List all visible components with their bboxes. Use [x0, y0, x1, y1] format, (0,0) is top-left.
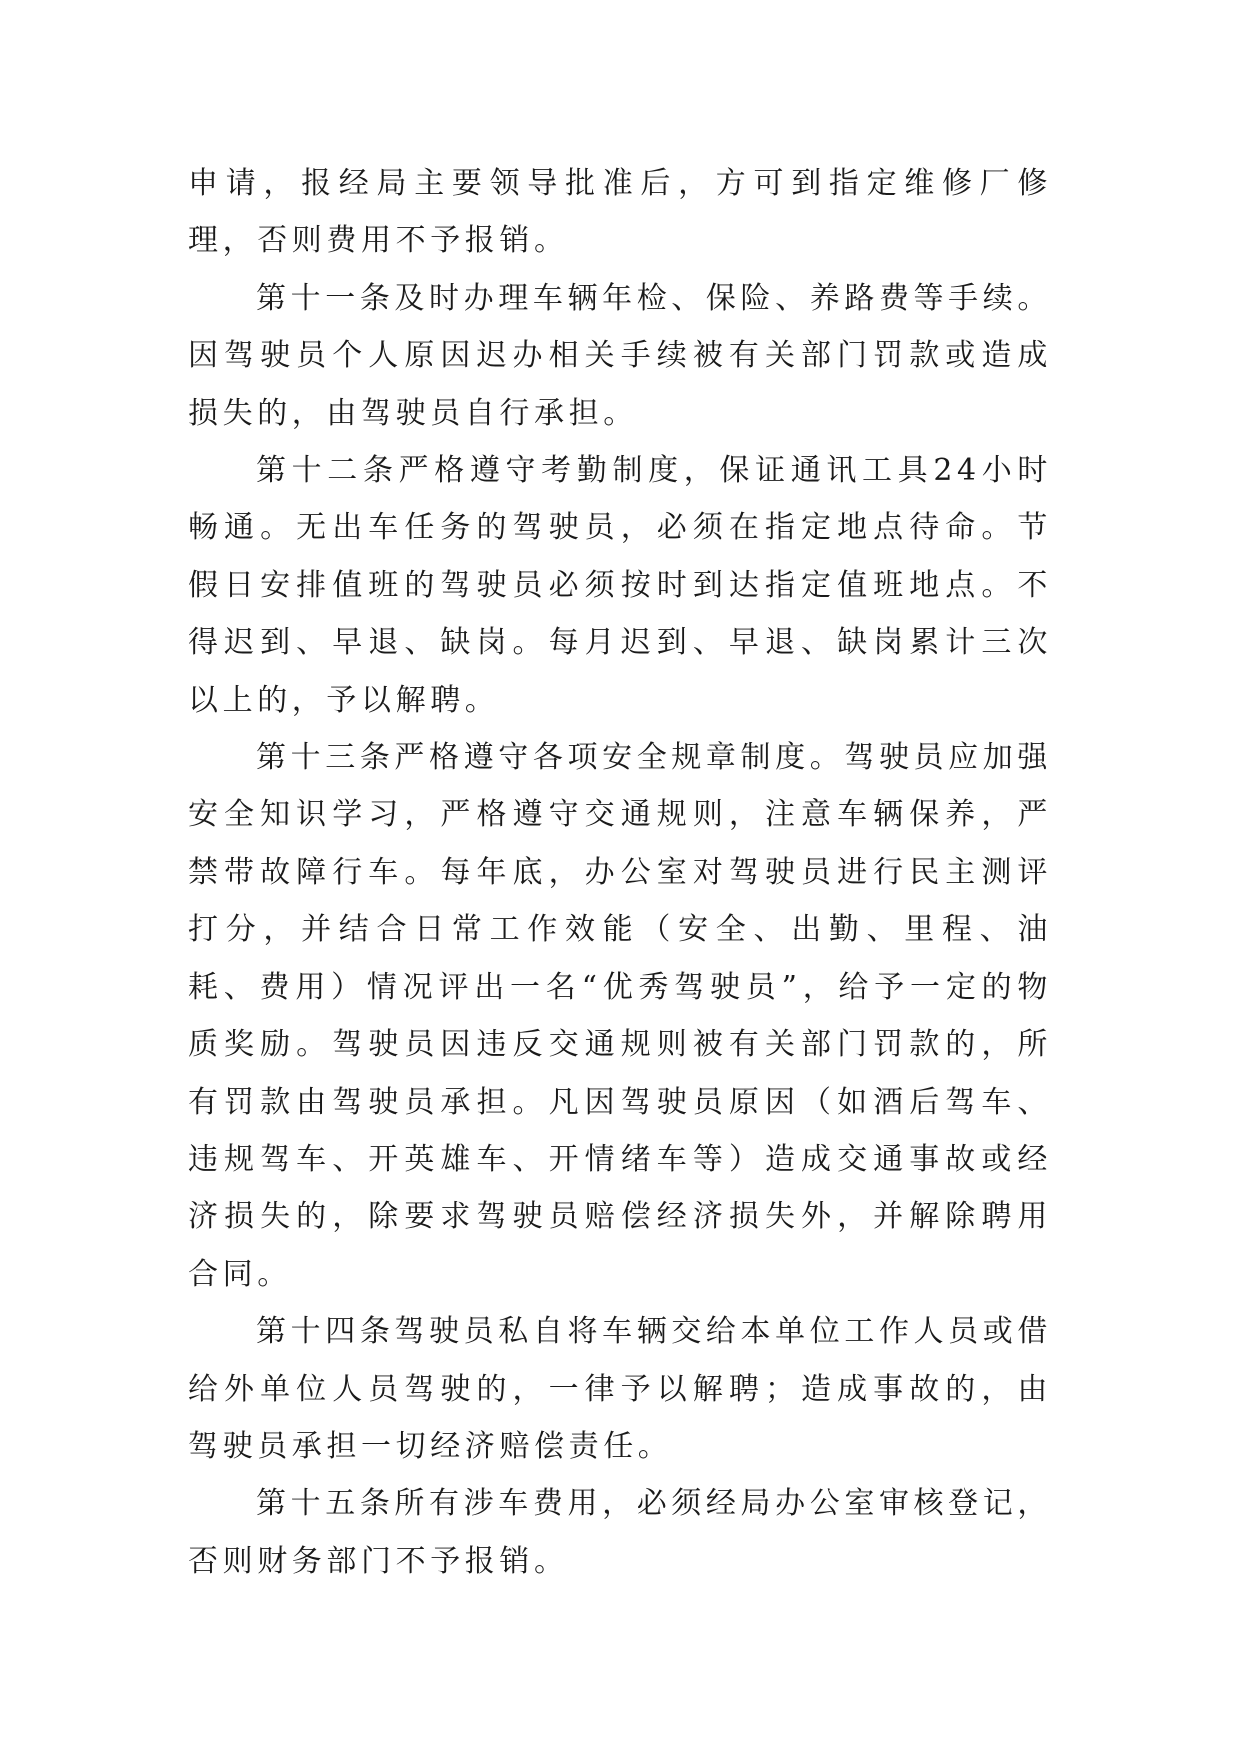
- paragraph-article-12: 第十二条严格遵守考勤制度，保证通讯工具24小时畅通。无出车任务的驾驶员，必须在指定地点待命。节假日安排值班的驾驶员必须按时到达指定值班地点。不得迟到、早退、缺岗。每月迟到、早退、缺岗累计三次以上的，予以解聘。: [188, 453, 1052, 718]
- paragraph-article-15: 第十五条所有涉车费用，必须经局办公室审核登记，否则财务部门不予报销。: [188, 1486, 1052, 1579]
- paragraph-continuation: 申请，报经局主要领导批准后，方可到指定维修厂修理，否则费用不予报销。: [188, 166, 1052, 259]
- paragraph-article-14: 第十四条驾驶员私自将车辆交给本单位工作人员或借给外单位人员驾驶的，一律予以解聘；造成事故的，由驾驶员承担一切经济赔偿责任。: [188, 1314, 1052, 1464]
- paragraph-article-11: 第十一条及时办理车辆年检、保险、养路费等手续。因驾驶员个人原因迟办相关手续被有关部门罚款或造成损失的，由驾驶员自行承担。: [188, 280, 1052, 431]
- document-body: [188, 155, 1052, 1590]
- paragraph-article-13: 第十三条严格遵守各项安全规章制度。驾驶员应加强安全知识学习，严格遵守交通规则，注意车辆保养，严禁带故障行车。每年底，办公室对驾驶员进行民主测评打分，并结合日常工作效能（安全、出勤、里程、油耗、费用）情况评出一名“优秀驾驶员”，给予一定的物质奖励。驾驶员因违反交通规则被有关部门罚款的，所有罚款由驾驶员承担。凡因驾驶员原因（如酒后驾车、违规驾车、开英雄车、开情绪车等）造成交通事故或经济损失的，除要求驾驶员赔偿经济损失外，并解除聘用合同。: [188, 740, 1052, 1292]
